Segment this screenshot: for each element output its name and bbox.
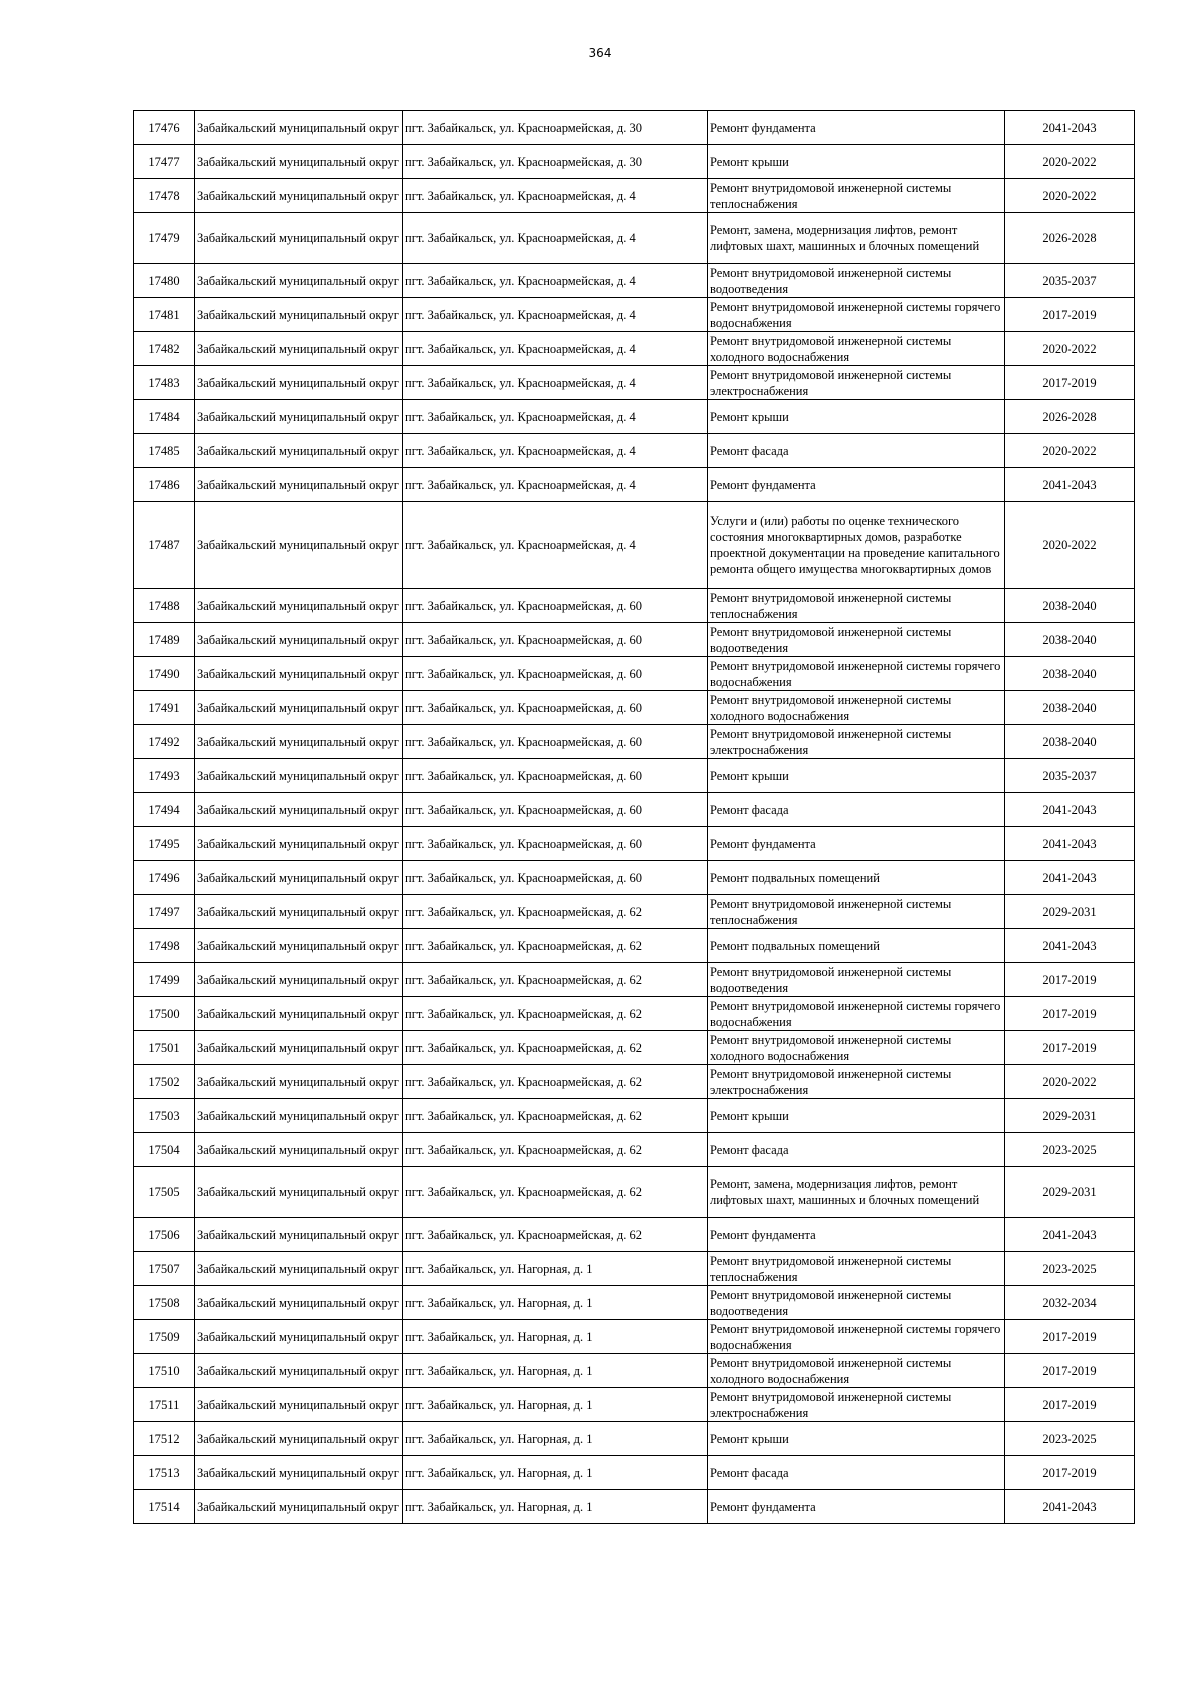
table-row (134, 929, 1135, 963)
municipality-cell: Забайкальский муниципальный округ (195, 400, 403, 434)
work-type-cell: Ремонт внутридомовой инженерной системы теплоснабжения (708, 179, 1005, 213)
address-cell: пгт. Забайкальск, ул. Красноармейская, д. 30 (403, 111, 708, 145)
address-cell: пгт. Забайкальск, ул. Красноармейская, д. 60 (403, 589, 708, 623)
table-row (134, 366, 1135, 400)
work-type-cell: Ремонт внутридомовой инженерной системы теплоснабжения (708, 895, 1005, 929)
row-number-cell: 17512 (134, 1422, 195, 1456)
address-cell: пгт. Забайкальск, ул. Красноармейская, д. 60 (403, 759, 708, 793)
address-cell: пгт. Забайкальск, ул. Красноармейская, д. 30 (403, 145, 708, 179)
municipality-cell: Забайкальский муниципальный округ (195, 1167, 403, 1218)
work-type-cell: Ремонт внутридомовой инженерной системы электроснабжения (708, 725, 1005, 759)
municipality-cell: Забайкальский муниципальный округ (195, 997, 403, 1031)
period-cell: 2041-2043 (1005, 468, 1135, 502)
period-cell: 2041-2043 (1005, 1490, 1135, 1524)
table-row (134, 1490, 1135, 1524)
period-cell: 2041-2043 (1005, 827, 1135, 861)
period-cell: 2017-2019 (1005, 366, 1135, 400)
period-cell: 2041-2043 (1005, 861, 1135, 895)
work-type-cell: Ремонт фасада (708, 434, 1005, 468)
row-number-cell: 17511 (134, 1388, 195, 1422)
work-type-cell: Ремонт внутридомовой инженерной системы холодного водоснабжения (708, 1354, 1005, 1388)
row-number-cell: 17490 (134, 657, 195, 691)
address-cell: пгт. Забайкальск, ул. Красноармейская, д. 62 (403, 1065, 708, 1099)
row-number-cell: 17507 (134, 1252, 195, 1286)
table-row (134, 997, 1135, 1031)
municipality-cell: Забайкальский муниципальный округ (195, 298, 403, 332)
work-type-cell: Ремонт фасада (708, 1133, 1005, 1167)
table-row (134, 400, 1135, 434)
address-cell: пгт. Забайкальск, ул. Красноармейская, д. 60 (403, 793, 708, 827)
address-cell: пгт. Забайкальск, ул. Красноармейская, д. 60 (403, 861, 708, 895)
row-number-cell: 17493 (134, 759, 195, 793)
municipality-cell: Забайкальский муниципальный округ (195, 145, 403, 179)
work-type-cell: Ремонт внутридомовой инженерной системы водоотведения (708, 264, 1005, 298)
period-cell: 2029-2031 (1005, 1099, 1135, 1133)
work-type-cell: Ремонт внутридомовой инженерной системы электроснабжения (708, 366, 1005, 400)
table-row (134, 468, 1135, 502)
row-number-cell: 17480 (134, 264, 195, 298)
table-row (134, 759, 1135, 793)
address-cell: пгт. Забайкальск, ул. Нагорная, д. 1 (403, 1422, 708, 1456)
row-number-cell: 17482 (134, 332, 195, 366)
table-row (134, 1167, 1135, 1218)
work-type-cell: Ремонт внутридомовой инженерной системы водоотведения (708, 1286, 1005, 1320)
address-cell: пгт. Забайкальск, ул. Красноармейская, д. 62 (403, 1133, 708, 1167)
work-type-cell: Ремонт подвальных помещений (708, 929, 1005, 963)
address-cell: пгт. Забайкальск, ул. Красноармейская, д. 4 (403, 298, 708, 332)
work-type-cell: Ремонт внутридомовой инженерной системы горячего водоснабжения (708, 1320, 1005, 1354)
table-row (134, 298, 1135, 332)
municipality-cell: Забайкальский муниципальный округ (195, 502, 403, 589)
work-type-cell: Ремонт внутридомовой инженерной системы электроснабжения (708, 1065, 1005, 1099)
page-number: 364 (588, 46, 612, 60)
table-row (134, 861, 1135, 895)
row-number-cell: 17499 (134, 963, 195, 997)
row-number-cell: 17510 (134, 1354, 195, 1388)
row-number-cell: 17495 (134, 827, 195, 861)
period-cell: 2017-2019 (1005, 298, 1135, 332)
period-cell: 2041-2043 (1005, 793, 1135, 827)
address-cell: пгт. Забайкальск, ул. Красноармейская, д. 60 (403, 827, 708, 861)
period-cell: 2041-2043 (1005, 1218, 1135, 1252)
table-row (134, 589, 1135, 623)
address-cell: пгт. Забайкальск, ул. Красноармейская, д. 60 (403, 725, 708, 759)
municipality-cell: Забайкальский муниципальный округ (195, 1133, 403, 1167)
address-cell: пгт. Забайкальск, ул. Красноармейская, д. 4 (403, 264, 708, 298)
period-cell: 2017-2019 (1005, 1031, 1135, 1065)
table-row (134, 332, 1135, 366)
capital-repair-table (133, 110, 1135, 1524)
municipality-cell: Забайкальский муниципальный округ (195, 1490, 403, 1524)
address-cell: пгт. Забайкальск, ул. Красноармейская, д. 62 (403, 895, 708, 929)
work-type-cell: Ремонт внутридомовой инженерной системы теплоснабжения (708, 589, 1005, 623)
municipality-cell: Забайкальский муниципальный округ (195, 1320, 403, 1354)
table-row (134, 1286, 1135, 1320)
period-cell: 2035-2037 (1005, 759, 1135, 793)
period-cell: 2026-2028 (1005, 400, 1135, 434)
municipality-cell: Забайкальский муниципальный округ (195, 861, 403, 895)
table-row (134, 1031, 1135, 1065)
municipality-cell: Забайкальский муниципальный округ (195, 895, 403, 929)
municipality-cell: Забайкальский муниципальный округ (195, 1388, 403, 1422)
municipality-cell: Забайкальский муниципальный округ (195, 213, 403, 264)
work-type-cell: Ремонт внутридомовой инженерной системы электроснабжения (708, 1388, 1005, 1422)
period-cell: 2017-2019 (1005, 1388, 1135, 1422)
table-body (134, 111, 1135, 1524)
table-row (134, 1456, 1135, 1490)
row-number-cell: 17504 (134, 1133, 195, 1167)
period-cell: 2023-2025 (1005, 1422, 1135, 1456)
period-cell: 2038-2040 (1005, 589, 1135, 623)
municipality-cell: Забайкальский муниципальный округ (195, 759, 403, 793)
row-number-cell: 17508 (134, 1286, 195, 1320)
row-number-cell: 17496 (134, 861, 195, 895)
municipality-cell: Забайкальский муниципальный округ (195, 111, 403, 145)
period-cell: 2041-2043 (1005, 929, 1135, 963)
period-cell: 2017-2019 (1005, 963, 1135, 997)
municipality-cell: Забайкальский муниципальный округ (195, 1252, 403, 1286)
table-row (134, 1099, 1135, 1133)
table-row (134, 111, 1135, 145)
work-type-cell: Ремонт внутридомовой инженерной системы холодного водоснабжения (708, 691, 1005, 725)
work-type-cell: Ремонт фундамента (708, 111, 1005, 145)
table-row (134, 179, 1135, 213)
row-number-cell: 17503 (134, 1099, 195, 1133)
table-row (134, 963, 1135, 997)
period-cell: 2038-2040 (1005, 725, 1135, 759)
address-cell: пгт. Забайкальск, ул. Красноармейская, д. 4 (403, 502, 708, 589)
work-type-cell: Ремонт внутридомовой инженерной системы водоотведения (708, 623, 1005, 657)
address-cell: пгт. Забайкальск, ул. Красноармейская, д. 62 (403, 929, 708, 963)
address-cell: пгт. Забайкальск, ул. Красноармейская, д. 60 (403, 691, 708, 725)
work-type-cell: Ремонт внутридомовой инженерной системы теплоснабжения (708, 1252, 1005, 1286)
row-number-cell: 17498 (134, 929, 195, 963)
row-number-cell: 17491 (134, 691, 195, 725)
address-cell: пгт. Забайкальск, ул. Нагорная, д. 1 (403, 1286, 708, 1320)
table-row (134, 623, 1135, 657)
period-cell: 2020-2022 (1005, 434, 1135, 468)
work-type-cell: Ремонт внутридомовой инженерной системы холодного водоснабжения (708, 332, 1005, 366)
municipality-cell: Забайкальский муниципальный округ (195, 434, 403, 468)
period-cell: 2020-2022 (1005, 332, 1135, 366)
work-type-cell: Ремонт крыши (708, 145, 1005, 179)
table-row (134, 725, 1135, 759)
table-row (134, 895, 1135, 929)
table-row (134, 502, 1135, 589)
period-cell: 2020-2022 (1005, 1065, 1135, 1099)
municipality-cell: Забайкальский муниципальный округ (195, 827, 403, 861)
work-type-cell: Ремонт внутридомовой инженерной системы водоотведения (708, 963, 1005, 997)
municipality-cell: Забайкальский муниципальный округ (195, 1456, 403, 1490)
address-cell: пгт. Забайкальск, ул. Нагорная, д. 1 (403, 1490, 708, 1524)
period-cell: 2038-2040 (1005, 623, 1135, 657)
work-type-cell: Ремонт внутридомовой инженерной системы горячего водоснабжения (708, 997, 1005, 1031)
row-number-cell: 17476 (134, 111, 195, 145)
municipality-cell: Забайкальский муниципальный округ (195, 691, 403, 725)
work-type-cell: Ремонт фундамента (708, 468, 1005, 502)
municipality-cell: Забайкальский муниципальный округ (195, 1065, 403, 1099)
address-cell: пгт. Забайкальск, ул. Красноармейская, д. 4 (403, 179, 708, 213)
municipality-cell: Забайкальский муниципальный округ (195, 1422, 403, 1456)
work-type-cell: Ремонт фасада (708, 1456, 1005, 1490)
address-cell: пгт. Забайкальск, ул. Красноармейская, д. 60 (403, 657, 708, 691)
period-cell: 2029-2031 (1005, 1167, 1135, 1218)
municipality-cell: Забайкальский муниципальный округ (195, 963, 403, 997)
work-type-cell: Ремонт фундамента (708, 1218, 1005, 1252)
work-type-cell: Ремонт крыши (708, 759, 1005, 793)
municipality-cell: Забайкальский муниципальный округ (195, 657, 403, 691)
row-number-cell: 17500 (134, 997, 195, 1031)
row-number-cell: 17484 (134, 400, 195, 434)
table-row (134, 1065, 1135, 1099)
period-cell: 2038-2040 (1005, 691, 1135, 725)
table-row (134, 657, 1135, 691)
table-row (134, 1133, 1135, 1167)
row-number-cell: 17501 (134, 1031, 195, 1065)
table-row (134, 1422, 1135, 1456)
address-cell: пгт. Забайкальск, ул. Красноармейская, д. 62 (403, 1099, 708, 1133)
work-type-cell: Ремонт крыши (708, 1422, 1005, 1456)
address-cell: пгт. Забайкальск, ул. Нагорная, д. 1 (403, 1320, 708, 1354)
address-cell: пгт. Забайкальск, ул. Красноармейская, д. 4 (403, 400, 708, 434)
period-cell: 2020-2022 (1005, 502, 1135, 589)
row-number-cell: 17505 (134, 1167, 195, 1218)
municipality-cell: Забайкальский муниципальный округ (195, 179, 403, 213)
work-type-cell: Ремонт подвальных помещений (708, 861, 1005, 895)
row-number-cell: 17486 (134, 468, 195, 502)
row-number-cell: 17478 (134, 179, 195, 213)
work-type-cell: Ремонт фундамента (708, 1490, 1005, 1524)
period-cell: 2029-2031 (1005, 895, 1135, 929)
row-number-cell: 17479 (134, 213, 195, 264)
work-type-cell: Ремонт фасада (708, 793, 1005, 827)
municipality-cell: Забайкальский муниципальный округ (195, 1218, 403, 1252)
address-cell: пгт. Забайкальск, ул. Нагорная, д. 1 (403, 1388, 708, 1422)
period-cell: 2038-2040 (1005, 657, 1135, 691)
period-cell: 2020-2022 (1005, 145, 1135, 179)
period-cell: 2023-2025 (1005, 1252, 1135, 1286)
municipality-cell: Забайкальский муниципальный округ (195, 366, 403, 400)
municipality-cell: Забайкальский муниципальный округ (195, 468, 403, 502)
address-cell: пгт. Забайкальск, ул. Красноармейская, д. 62 (403, 1031, 708, 1065)
table-row (134, 434, 1135, 468)
table-row (134, 264, 1135, 298)
work-type-cell: Ремонт крыши (708, 1099, 1005, 1133)
row-number-cell: 17488 (134, 589, 195, 623)
address-cell: пгт. Забайкальск, ул. Красноармейская, д. 62 (403, 1167, 708, 1218)
address-cell: пгт. Забайкальск, ул. Красноармейская, д. 62 (403, 997, 708, 1031)
row-number-cell: 17481 (134, 298, 195, 332)
municipality-cell: Забайкальский муниципальный округ (195, 1286, 403, 1320)
period-cell: 2026-2028 (1005, 213, 1135, 264)
work-type-cell: Ремонт, замена, модернизация лифтов, ремонт лифтовых шахт, машинных и блочных помещений (708, 213, 1005, 264)
period-cell: 2035-2037 (1005, 264, 1135, 298)
row-number-cell: 17502 (134, 1065, 195, 1099)
address-cell: пгт. Забайкальск, ул. Красноармейская, д. 4 (403, 332, 708, 366)
row-number-cell: 17509 (134, 1320, 195, 1354)
period-cell: 2017-2019 (1005, 1320, 1135, 1354)
work-type-cell: Ремонт фундамента (708, 827, 1005, 861)
address-cell: пгт. Забайкальск, ул. Красноармейская, д. 4 (403, 213, 708, 264)
row-number-cell: 17514 (134, 1490, 195, 1524)
municipality-cell: Забайкальский муниципальный округ (195, 623, 403, 657)
work-type-cell: Ремонт внутридомовой инженерной системы холодного водоснабжения (708, 1031, 1005, 1065)
municipality-cell: Забайкальский муниципальный округ (195, 1354, 403, 1388)
table-row (134, 213, 1135, 264)
row-number-cell: 17477 (134, 145, 195, 179)
municipality-cell: Забайкальский муниципальный округ (195, 793, 403, 827)
period-cell: 2017-2019 (1005, 1354, 1135, 1388)
period-cell: 2023-2025 (1005, 1133, 1135, 1167)
address-cell: пгт. Забайкальск, ул. Красноармейская, д. 4 (403, 434, 708, 468)
address-cell: пгт. Забайкальск, ул. Красноармейская, д. 60 (403, 623, 708, 657)
address-cell: пгт. Забайкальск, ул. Нагорная, д. 1 (403, 1354, 708, 1388)
table-row (134, 1218, 1135, 1252)
row-number-cell: 17483 (134, 366, 195, 400)
table-row (134, 1320, 1135, 1354)
row-number-cell: 17489 (134, 623, 195, 657)
work-type-cell: Ремонт внутридомовой инженерной системы горячего водоснабжения (708, 298, 1005, 332)
table-row (134, 1252, 1135, 1286)
period-cell: 2041-2043 (1005, 111, 1135, 145)
municipality-cell: Забайкальский муниципальный округ (195, 589, 403, 623)
work-type-cell: Ремонт крыши (708, 400, 1005, 434)
address-cell: пгт. Забайкальск, ул. Красноармейская, д. 62 (403, 1218, 708, 1252)
municipality-cell: Забайкальский муниципальный округ (195, 929, 403, 963)
address-cell: пгт. Забайкальск, ул. Нагорная, д. 1 (403, 1252, 708, 1286)
address-cell: пгт. Забайкальск, ул. Красноармейская, д. 62 (403, 963, 708, 997)
period-cell: 2032-2034 (1005, 1286, 1135, 1320)
table-row (134, 793, 1135, 827)
work-type-cell: Услуги и (или) работы по оценке технического состояния многоквартирных домов, разработке проектной документации на проведение капитального ремонта общего имущества многоквартирных домов (708, 502, 1005, 589)
period-cell: 2020-2022 (1005, 179, 1135, 213)
municipality-cell: Забайкальский муниципальный округ (195, 1031, 403, 1065)
table-row (134, 145, 1135, 179)
period-cell: 2017-2019 (1005, 1456, 1135, 1490)
row-number-cell: 17494 (134, 793, 195, 827)
work-type-cell: Ремонт внутридомовой инженерной системы горячего водоснабжения (708, 657, 1005, 691)
municipality-cell: Забайкальский муниципальный округ (195, 725, 403, 759)
municipality-cell: Забайкальский муниципальный округ (195, 332, 403, 366)
row-number-cell: 17492 (134, 725, 195, 759)
row-number-cell: 17487 (134, 502, 195, 589)
municipality-cell: Забайкальский муниципальный округ (195, 264, 403, 298)
row-number-cell: 17513 (134, 1456, 195, 1490)
work-type-cell: Ремонт, замена, модернизация лифтов, ремонт лифтовых шахт, машинных и блочных помещений (708, 1167, 1005, 1218)
row-number-cell: 17506 (134, 1218, 195, 1252)
address-cell: пгт. Забайкальск, ул. Красноармейская, д. 4 (403, 366, 708, 400)
row-number-cell: 17497 (134, 895, 195, 929)
period-cell: 2017-2019 (1005, 997, 1135, 1031)
address-cell: пгт. Забайкальск, ул. Нагорная, д. 1 (403, 1456, 708, 1490)
table-row (134, 691, 1135, 725)
row-number-cell: 17485 (134, 434, 195, 468)
municipality-cell: Забайкальский муниципальный округ (195, 1099, 403, 1133)
table-row (134, 827, 1135, 861)
table-row (134, 1388, 1135, 1422)
address-cell: пгт. Забайкальск, ул. Красноармейская, д. 4 (403, 468, 708, 502)
table-row (134, 1354, 1135, 1388)
